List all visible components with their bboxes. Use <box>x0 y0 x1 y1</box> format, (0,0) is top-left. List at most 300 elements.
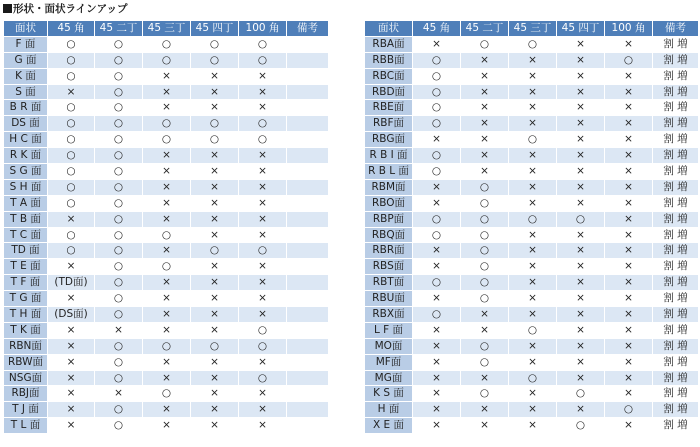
availability-cell: × <box>191 227 239 243</box>
availability-cell: ○ <box>95 370 143 386</box>
remarks-cell: 割 増 <box>653 259 699 275</box>
availability-cell: × <box>143 243 191 259</box>
row-label: S H 面 <box>4 179 48 195</box>
availability-cell: × <box>191 402 239 418</box>
availability-cell: × <box>605 132 653 148</box>
remarks-cell: 割 増 <box>653 402 699 418</box>
availability-cell: ○ <box>191 243 239 259</box>
availability-cell: × <box>605 354 653 370</box>
availability-cell: ○ <box>461 386 509 402</box>
table-row <box>365 100 699 116</box>
row-label: MF面 <box>365 354 413 370</box>
table-row <box>4 291 329 307</box>
table-row <box>4 275 329 291</box>
availability-cell: × <box>413 243 461 259</box>
table-row <box>4 354 329 370</box>
availability-cell: × <box>461 370 509 386</box>
availability-cell: × <box>48 418 95 434</box>
row-label: RBF面 <box>365 116 413 132</box>
availability-cell: × <box>191 179 239 195</box>
availability-cell: × <box>413 291 461 307</box>
availability-cell: × <box>461 84 509 100</box>
column-header: 45 二丁 <box>461 21 509 37</box>
availability-cell: × <box>557 179 605 195</box>
column-header: 備考 <box>287 21 329 37</box>
availability-cell: × <box>605 36 653 52</box>
row-label: RBU面 <box>365 291 413 307</box>
availability-cell: × <box>509 52 557 68</box>
table-row <box>365 52 699 68</box>
remarks-cell <box>287 386 329 402</box>
availability-cell: × <box>557 402 605 418</box>
availability-cell: × <box>509 243 557 259</box>
availability-cell: × <box>239 164 287 180</box>
column-header: 100 角 <box>605 21 653 37</box>
availability-cell: × <box>557 164 605 180</box>
availability-cell: × <box>48 322 95 338</box>
remarks-cell <box>287 211 329 227</box>
availability-cell: ○ <box>557 211 605 227</box>
availability-cell: × <box>509 195 557 211</box>
availability-cell: ○ <box>191 116 239 132</box>
table-row <box>365 291 699 307</box>
availability-cell: × <box>239 211 287 227</box>
availability-cell: × <box>605 195 653 211</box>
availability-cell: × <box>48 211 95 227</box>
availability-cell: × <box>191 370 239 386</box>
availability-cell: × <box>191 148 239 164</box>
availability-cell: × <box>605 68 653 84</box>
availability-cell: ○ <box>95 68 143 84</box>
availability-cell: × <box>239 291 287 307</box>
remarks-cell <box>287 179 329 195</box>
availability-cell: × <box>95 386 143 402</box>
remarks-cell <box>287 132 329 148</box>
table-row <box>365 354 699 370</box>
availability-cell: ○ <box>48 227 95 243</box>
row-label: G 面 <box>4 52 48 68</box>
availability-cell: ○ <box>95 84 143 100</box>
availability-cell: × <box>143 275 191 291</box>
row-label: RBW面 <box>4 354 48 370</box>
availability-cell: × <box>557 275 605 291</box>
availability-cell: × <box>605 227 653 243</box>
availability-cell: ○ <box>143 52 191 68</box>
availability-cell: × <box>557 227 605 243</box>
availability-cell: ○ <box>461 227 509 243</box>
table-row <box>4 116 329 132</box>
remarks-cell <box>287 84 329 100</box>
availability-cell: ○ <box>461 275 509 291</box>
table-row <box>4 179 329 195</box>
row-label: K S 面 <box>365 386 413 402</box>
availability-cell: ○ <box>95 402 143 418</box>
availability-cell: × <box>557 116 605 132</box>
row-label: RBO面 <box>365 195 413 211</box>
remarks-cell <box>287 243 329 259</box>
availability-cell: × <box>557 307 605 323</box>
column-header: 面状 <box>365 21 413 37</box>
row-label: F 面 <box>4 36 48 52</box>
remarks-cell <box>287 307 329 323</box>
availability-cell: × <box>509 354 557 370</box>
table-row <box>365 68 699 84</box>
availability-cell: (DS面) <box>48 307 95 323</box>
availability-cell: × <box>239 307 287 323</box>
remarks-cell: 割 増 <box>653 418 699 434</box>
availability-cell: ○ <box>605 52 653 68</box>
availability-cell: × <box>509 402 557 418</box>
availability-cell: × <box>191 259 239 275</box>
remarks-cell: 割 増 <box>653 227 699 243</box>
availability-cell: ○ <box>509 132 557 148</box>
availability-cell: × <box>143 100 191 116</box>
availability-cell: ○ <box>95 275 143 291</box>
availability-cell: × <box>461 116 509 132</box>
availability-cell: × <box>191 307 239 323</box>
availability-cell: × <box>239 402 287 418</box>
availability-cell: × <box>191 100 239 116</box>
remarks-cell <box>287 259 329 275</box>
availability-cell: ○ <box>48 195 95 211</box>
availability-cell: ○ <box>413 275 461 291</box>
table-row <box>365 322 699 338</box>
row-label: X E 面 <box>365 418 413 434</box>
row-label: RBD面 <box>365 84 413 100</box>
availability-cell: ○ <box>48 148 95 164</box>
remarks-cell: 割 増 <box>653 68 699 84</box>
table-row <box>365 84 699 100</box>
column-header: 備考 <box>653 21 699 37</box>
row-label: T A 面 <box>4 195 48 211</box>
availability-cell: × <box>413 370 461 386</box>
table-header <box>4 21 329 37</box>
availability-cell: ○ <box>461 354 509 370</box>
availability-cell: × <box>48 84 95 100</box>
availability-cell: × <box>509 275 557 291</box>
availability-cell: ○ <box>509 211 557 227</box>
availability-cell: × <box>239 68 287 84</box>
availability-cell: ○ <box>413 148 461 164</box>
availability-cell: ○ <box>48 179 95 195</box>
availability-cell: × <box>605 338 653 354</box>
availability-cell: × <box>557 36 605 52</box>
availability-cell: × <box>143 418 191 434</box>
remarks-cell: 割 増 <box>653 291 699 307</box>
row-label: MO面 <box>365 338 413 354</box>
availability-cell: × <box>557 148 605 164</box>
availability-cell: ○ <box>191 52 239 68</box>
row-label: L F 面 <box>365 322 413 338</box>
availability-cell: ○ <box>239 322 287 338</box>
availability-cell: ○ <box>413 52 461 68</box>
availability-cell: × <box>239 84 287 100</box>
table-body <box>365 36 699 433</box>
availability-cell: ○ <box>48 116 95 132</box>
availability-cell: ○ <box>239 243 287 259</box>
availability-cell: ○ <box>95 179 143 195</box>
availability-cell: ○ <box>413 116 461 132</box>
availability-cell: ○ <box>143 132 191 148</box>
row-label: T B 面 <box>4 211 48 227</box>
page-title-text: 形状・面状ラインアップ <box>13 3 128 15</box>
column-header: 面状 <box>4 21 48 37</box>
availability-cell: ○ <box>461 259 509 275</box>
remarks-cell <box>287 418 329 434</box>
table-body <box>4 36 329 433</box>
availability-cell: × <box>557 370 605 386</box>
availability-cell: × <box>413 36 461 52</box>
table-row <box>365 386 699 402</box>
availability-cell: × <box>191 211 239 227</box>
availability-cell: × <box>605 370 653 386</box>
availability-cell: × <box>191 354 239 370</box>
availability-cell: ○ <box>461 179 509 195</box>
availability-cell: ○ <box>48 52 95 68</box>
table-row <box>4 164 329 180</box>
remarks-cell <box>287 36 329 52</box>
availability-cell: × <box>509 164 557 180</box>
table-row <box>4 195 329 211</box>
availability-cell: ○ <box>239 132 287 148</box>
availability-cell: × <box>461 418 509 434</box>
availability-cell: ○ <box>413 227 461 243</box>
column-header: 45 四丁 <box>557 21 605 37</box>
availability-cell: ○ <box>191 36 239 52</box>
row-label: NSG面 <box>4 370 48 386</box>
table-row <box>365 211 699 227</box>
lineup-table-left <box>3 20 329 434</box>
availability-cell: × <box>605 275 653 291</box>
availability-cell: × <box>239 227 287 243</box>
row-label: R B I 面 <box>365 148 413 164</box>
table-row <box>4 211 329 227</box>
header-row <box>365 21 699 37</box>
remarks-cell: 割 増 <box>653 84 699 100</box>
remarks-cell: 割 増 <box>653 322 699 338</box>
availability-cell: ○ <box>509 322 557 338</box>
availability-cell: × <box>509 100 557 116</box>
availability-cell: × <box>461 322 509 338</box>
row-label: RBC面 <box>365 68 413 84</box>
row-label: RBB面 <box>365 52 413 68</box>
availability-cell: × <box>461 132 509 148</box>
row-label: T K 面 <box>4 322 48 338</box>
table-row <box>365 418 699 434</box>
availability-cell: × <box>191 84 239 100</box>
availability-cell: × <box>557 195 605 211</box>
availability-cell: × <box>143 402 191 418</box>
availability-cell: ○ <box>95 100 143 116</box>
availability-cell: × <box>605 322 653 338</box>
availability-cell: ○ <box>143 386 191 402</box>
remarks-cell <box>287 116 329 132</box>
availability-cell: × <box>413 418 461 434</box>
availability-cell: ○ <box>48 36 95 52</box>
availability-cell: × <box>605 307 653 323</box>
table-row <box>4 148 329 164</box>
column-header: 45 四丁 <box>191 21 239 37</box>
availability-cell: × <box>239 275 287 291</box>
availability-cell: ○ <box>191 338 239 354</box>
availability-cell: ○ <box>95 195 143 211</box>
availability-cell: × <box>143 370 191 386</box>
availability-cell: × <box>461 402 509 418</box>
row-label: RBM面 <box>365 179 413 195</box>
remarks-cell <box>287 195 329 211</box>
availability-cell: × <box>605 116 653 132</box>
header-row <box>4 21 329 37</box>
availability-cell: × <box>143 354 191 370</box>
remarks-cell <box>287 227 329 243</box>
availability-cell: ○ <box>143 338 191 354</box>
availability-cell: ○ <box>48 68 95 84</box>
availability-cell: × <box>413 195 461 211</box>
availability-cell: × <box>143 322 191 338</box>
row-label: T J 面 <box>4 402 48 418</box>
table-row <box>4 259 329 275</box>
availability-cell: × <box>48 291 95 307</box>
table-row <box>4 132 329 148</box>
availability-cell: ○ <box>95 52 143 68</box>
availability-cell: ○ <box>95 418 143 434</box>
availability-cell: ○ <box>461 195 509 211</box>
availability-cell: × <box>557 100 605 116</box>
availability-cell: ○ <box>509 36 557 52</box>
availability-cell: ○ <box>143 227 191 243</box>
availability-cell: ○ <box>413 164 461 180</box>
availability-cell: ○ <box>95 354 143 370</box>
availability-cell: × <box>509 307 557 323</box>
table-row <box>365 148 699 164</box>
availability-cell: × <box>557 354 605 370</box>
column-header: 45 角 <box>413 21 461 37</box>
availability-cell: × <box>509 116 557 132</box>
availability-cell: × <box>191 418 239 434</box>
availability-cell: × <box>191 68 239 84</box>
availability-cell: ○ <box>557 418 605 434</box>
availability-cell: ○ <box>239 338 287 354</box>
availability-cell: ○ <box>413 100 461 116</box>
availability-cell: ○ <box>413 84 461 100</box>
column-header: 45 二丁 <box>95 21 143 37</box>
remarks-cell: 割 増 <box>653 275 699 291</box>
availability-cell: ○ <box>95 227 143 243</box>
availability-cell: ○ <box>413 307 461 323</box>
availability-cell: × <box>461 100 509 116</box>
table-row <box>365 307 699 323</box>
row-label: S 面 <box>4 84 48 100</box>
availability-cell: × <box>413 132 461 148</box>
row-label: TD 面 <box>4 243 48 259</box>
availability-cell: × <box>413 322 461 338</box>
remarks-cell <box>287 291 329 307</box>
remarks-cell <box>287 52 329 68</box>
availability-cell: × <box>48 370 95 386</box>
availability-cell: × <box>48 402 95 418</box>
availability-cell: × <box>191 164 239 180</box>
availability-cell: × <box>239 354 287 370</box>
row-label: H 面 <box>365 402 413 418</box>
availability-cell: ○ <box>95 338 143 354</box>
availability-cell: × <box>605 386 653 402</box>
availability-cell: ○ <box>239 52 287 68</box>
availability-cell: × <box>191 275 239 291</box>
remarks-cell <box>287 338 329 354</box>
availability-cell: × <box>413 354 461 370</box>
remarks-cell <box>287 100 329 116</box>
availability-cell: × <box>461 307 509 323</box>
remarks-cell: 割 増 <box>653 243 699 259</box>
row-label: RBT面 <box>365 275 413 291</box>
availability-cell: × <box>413 402 461 418</box>
remarks-cell <box>287 322 329 338</box>
availability-cell: ○ <box>48 164 95 180</box>
lineup-table-right <box>364 20 699 434</box>
availability-cell: × <box>557 243 605 259</box>
availability-cell: × <box>509 259 557 275</box>
availability-cell: × <box>143 307 191 323</box>
availability-cell: × <box>48 259 95 275</box>
table-row <box>4 386 329 402</box>
availability-cell: ○ <box>143 36 191 52</box>
row-label: MG面 <box>365 370 413 386</box>
availability-cell: × <box>191 291 239 307</box>
availability-cell: × <box>143 291 191 307</box>
table-row <box>365 227 699 243</box>
availability-cell: ○ <box>95 148 143 164</box>
availability-cell: × <box>509 148 557 164</box>
availability-cell: ○ <box>48 132 95 148</box>
availability-cell: ○ <box>191 132 239 148</box>
availability-cell: × <box>413 338 461 354</box>
availability-cell: × <box>557 84 605 100</box>
remarks-cell: 割 増 <box>653 132 699 148</box>
availability-cell: × <box>509 68 557 84</box>
availability-cell: × <box>557 52 605 68</box>
availability-cell: ○ <box>95 307 143 323</box>
table-row <box>4 100 329 116</box>
remarks-cell <box>287 402 329 418</box>
availability-cell: × <box>48 354 95 370</box>
availability-cell: ○ <box>461 211 509 227</box>
column-header: 45 角 <box>48 21 95 37</box>
column-header: 100 角 <box>239 21 287 37</box>
row-label: K 面 <box>4 68 48 84</box>
availability-cell: ○ <box>48 243 95 259</box>
row-label: RBA面 <box>365 36 413 52</box>
availability-cell: ○ <box>48 100 95 116</box>
availability-cell: × <box>557 291 605 307</box>
availability-cell: × <box>143 148 191 164</box>
table-row <box>365 179 699 195</box>
availability-cell: × <box>191 195 239 211</box>
column-header: 45 三丁 <box>143 21 191 37</box>
remarks-cell <box>287 370 329 386</box>
availability-cell: × <box>509 338 557 354</box>
table-row <box>4 227 329 243</box>
availability-cell: × <box>509 386 557 402</box>
remarks-cell <box>287 275 329 291</box>
remarks-cell: 割 増 <box>653 211 699 227</box>
table-row <box>365 338 699 354</box>
row-label: T E 面 <box>4 259 48 275</box>
row-label: T C 面 <box>4 227 48 243</box>
remarks-cell: 割 増 <box>653 36 699 52</box>
row-label: RBG面 <box>365 132 413 148</box>
availability-cell: ○ <box>95 243 143 259</box>
table-row <box>365 116 699 132</box>
